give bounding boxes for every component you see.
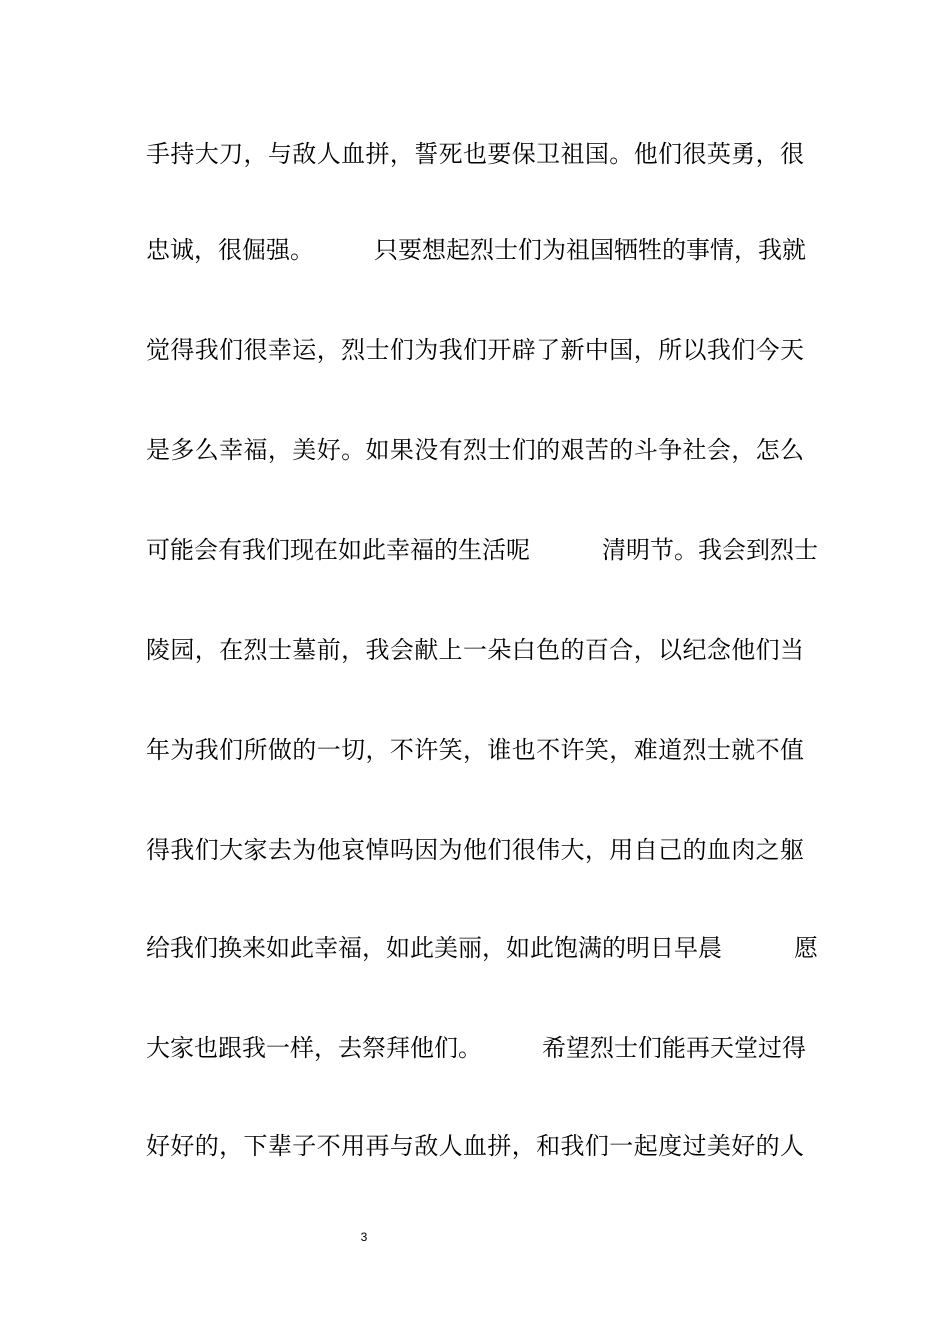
body-text-line: 手持大刀，与敌人血拼，誓死也要保卫祖国。他们很英勇，很 [146,140,804,168]
page-number: 3 [360,1230,368,1244]
body-text-line: 年为我们所做的一切，不许笑，谁也不许笑，难道烈士就不值 [146,736,804,764]
body-text-line: 是多么幸福，美好。如果没有烈士们的艰苦的斗争社会，怎么 [146,436,804,464]
body-text-line: 得我们大家去为他哀悼吗因为他们很伟大，用自己的血肉之躯 [146,836,804,864]
body-text-line: 给我们换来如此幸福，如此美丽，如此饱满的明日早晨 愿 [146,934,818,962]
body-text-line: 忠诚，很倔强。 只要想起烈士们为祖国牺牲的事情，我就 [146,236,806,264]
body-text-line: 陵园，在烈士墓前，我会献上一朵白色的百合，以纪念他们当 [146,636,804,664]
body-text-line: 可能会有我们现在如此幸福的生活呢 清明节。我会到烈士 [146,536,818,564]
body-text-line: 好好的，下辈子不用再与敌人血拼，和我们一起度过美好的人 [146,1132,804,1160]
body-text-line: 大家也跟我一样，去祭拜他们。 希望烈士们能再天堂过得 [146,1034,806,1062]
body-text-line: 觉得我们很幸运，烈士们为我们开辟了新中国，所以我们今天 [146,336,804,364]
